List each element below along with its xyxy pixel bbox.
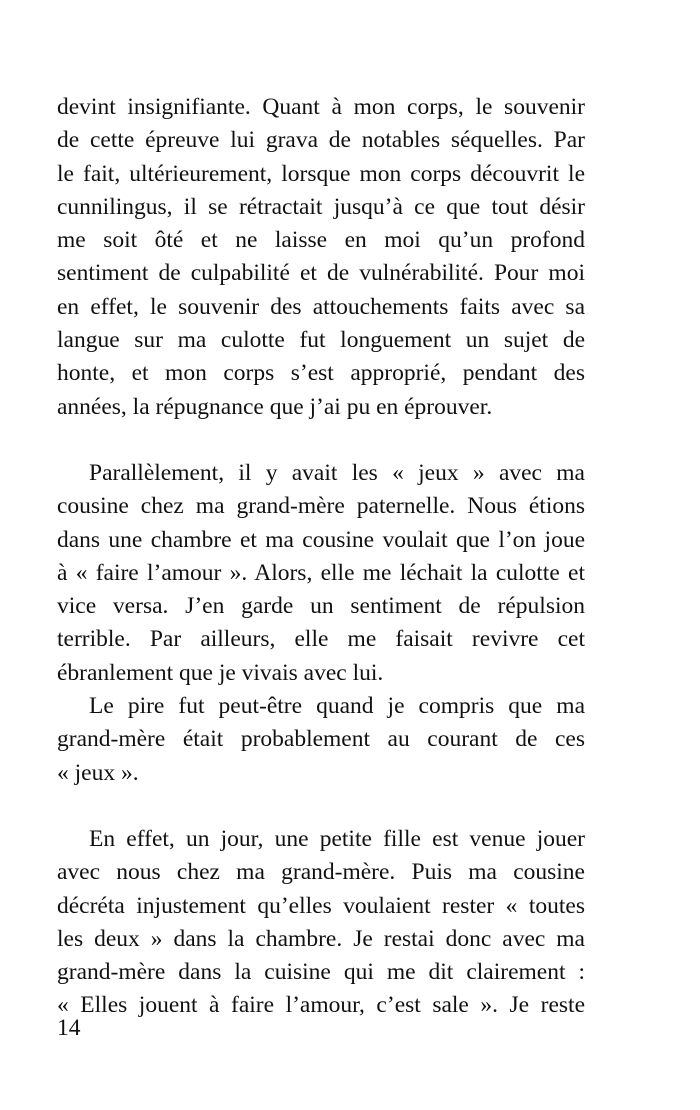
text-line: grand-mère dans la cuisine qui me dit clairement : [57, 959, 585, 986]
text-line: à « faire l’amour ». Alors, elle me léchait la culotte et [57, 559, 585, 586]
text-line: grand-mère était probablement au courant de ces [57, 726, 585, 753]
paragraph-1 [57, 91, 585, 424]
text-line: Parallèlement, il y avait les « jeux » avec ma [89, 459, 585, 486]
text-line: de cette épreuve lui grava de notables séquelles. Par [57, 127, 585, 154]
text-line: cunnilingus, il se rétractait jusqu’à ce que tout désir [57, 193, 585, 220]
text-line: avec nous chez ma grand-mère. Puis ma cousine [57, 859, 585, 886]
text-line: « Elles jouent à faire l’amour, c’est sale ». Je reste [57, 992, 585, 1019]
text-line: sentiment de culpabilité et de vulnérabilité. Pour moi [57, 260, 585, 287]
text-line: honte, et mon corps s’est approprié, pendant des [57, 360, 585, 387]
page-body [57, 91, 585, 1023]
text-line: années, la répugnance que j’ai pu en éprouver. [57, 393, 493, 420]
text-line: dans une chambre et ma cousine voulait que l’on joue [57, 526, 585, 553]
text-line: devint insignifiante. Quant à mon corps, le souvenir [57, 94, 585, 120]
paragraph-2 [57, 457, 585, 690]
text-line: vice versa. J’en garde un sentiment de répulsion [57, 593, 585, 620]
text-line: Le pire fut peut-être quand je compris que ma [89, 693, 585, 720]
paragraph-3 [57, 690, 585, 790]
text-line: décréta injustement qu’elles voulaient rester « toutes [57, 892, 585, 919]
text-line: ébranlement que je vivais avec lui. [57, 659, 384, 686]
text-line: les deux » dans la chambre. Je restai donc avec ma [57, 925, 585, 952]
text-line: En effet, un jour, une petite fille est venue jouer [89, 825, 585, 852]
paragraph-gap [57, 790, 585, 823]
text-line: cousine chez ma grand-mère paternelle. Nous étions [57, 493, 585, 520]
text-line: « jeux ». [57, 759, 139, 786]
page-number: 14 [57, 1015, 81, 1041]
paragraph-4 [57, 823, 585, 1023]
text-line: langue sur ma culotte fut longuement un sujet de [57, 327, 585, 354]
text-line: le fait, ultérieurement, lorsque mon corps découvrit le [57, 160, 585, 187]
text-line: me soit ôté et ne laisse en moi qu’un profond [57, 227, 585, 254]
text-line: en effet, le souvenir des attouchements faits avec sa [57, 293, 585, 320]
paragraph-gap [57, 424, 585, 457]
text-line: terrible. Par ailleurs, elle me faisait revivre cet [57, 626, 585, 653]
